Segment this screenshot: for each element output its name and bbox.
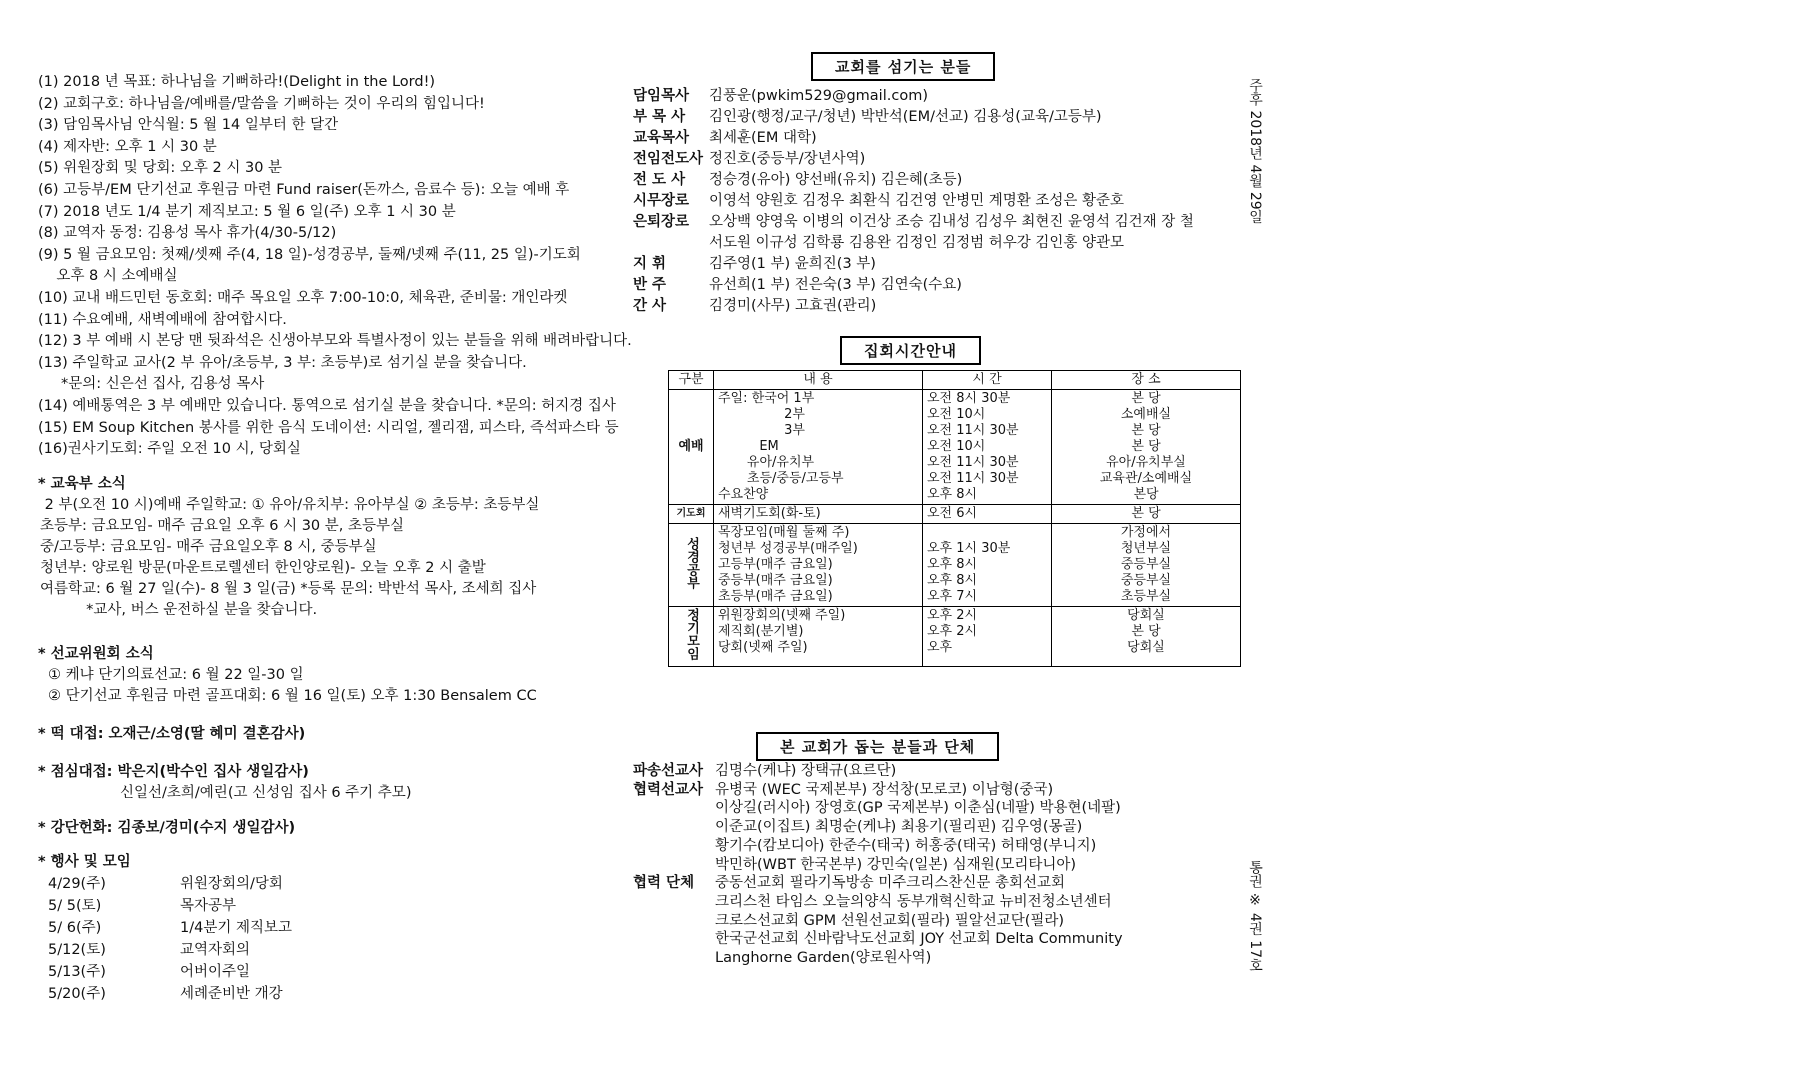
missionary-row	[633, 799, 1121, 818]
announcement-line: (8) 교역자 동정: 김용성 목사 휴가(4/30-5/12)	[38, 225, 337, 242]
schedule-content: 목장모임(매월 둘째 주) 청년부 성경공부(매주일) 고등부(매주 금요일) 중등부(매주 금요일) 초등부(매주 금요일)	[714, 524, 923, 607]
date-vertical: 주후 2018년 4월 29일	[1247, 78, 1263, 224]
lunch-line-1: * 점심대접: 박은지(박수인 집사 생일감사)	[38, 764, 309, 780]
event-name: 목자공부	[180, 898, 237, 914]
missions-news-line: ② 단기선교 후원금 마련 골프대회: 6 월 16 일(토) 오후 1:30 Bensalem CC	[48, 688, 537, 704]
event-date: 5/12(토)	[48, 942, 106, 958]
announcement-line: (1) 2018 년 목표: 하나님을 기뻐하라!(Delight in the Lord!)	[38, 74, 436, 90]
missionary-row	[633, 818, 1082, 837]
announcement-line: (6) 고등부/EM 단기선교 후원금 마련 Fund raiser(돈까스, 음료수 등): 오늘 예배 후	[38, 182, 570, 198]
missionary-text: 크로스선교회 GPM 선원선교회(필라) 필알선교단(필라)	[715, 912, 1065, 929]
announcement-line: (3) 담임목사님 안식월: 5 월 14 일부터 한 달간	[38, 117, 339, 134]
flowers-line: * 떡 대접: 오재근/소영(딸 혜미 결혼감사)	[38, 726, 306, 742]
staff-title: 교회를 섬기는 분들	[811, 52, 995, 81]
announcement-line: (15) EM Soup Kitchen 봉사를 위한 음식 도네이션: 시리얼, 젤리잼, 피스타, 즉석파스타 등	[38, 419, 619, 436]
schedule-time: 오전 6시	[923, 505, 1052, 524]
missionary-text: 한국군선교회 신바람낙도선교회 JOY 선교회 Delta Community	[715, 931, 1123, 948]
staff-row	[633, 86, 928, 106]
event-date: 5/20(주)	[48, 986, 106, 1002]
pulpit-line: * 강단헌화: 김종보/경미(수지 생일감사)	[38, 820, 296, 836]
staff-row	[633, 296, 876, 316]
staff-row	[633, 149, 865, 169]
schedule-row-worship	[669, 390, 1241, 505]
announcement-line: (7) 2018 년도 1/4 분기 제직보고: 5 월 6 일(주) 오후 1 시 30 분	[38, 203, 456, 220]
schedule-category: 예배	[669, 390, 714, 505]
staff-role: 전임전도사	[633, 151, 704, 167]
education-line: 중/고등부: 금요모임- 매주 금요일오후 8 시, 중등부실	[40, 539, 377, 555]
announcement-line: (11) 수요예배, 새벽예배에 참여합시다.	[38, 311, 287, 328]
staff-names: 유선희(1 부) 전은숙(3 부) 김연숙(수요)	[709, 277, 962, 293]
staff-names: 오상백 양영욱 이병의 이건상 조승 김내성 김성우 최현진 윤영석 김건재 장 철	[709, 214, 1194, 230]
schedule-category: 정기모임	[684, 608, 699, 660]
missionary-row	[633, 874, 1065, 893]
announcement-line: 오후 8 시 소예배실	[38, 268, 178, 285]
missionary-text: Langhorne Garden(양로원사역)	[715, 950, 932, 966]
missionaries-title: 본 교회가 돕는 분들과 단체	[756, 732, 999, 761]
missionary-row	[633, 837, 1096, 856]
schedule-title: 집회시간안내	[840, 336, 981, 365]
lunch-line-2: 신일선/초희/예린(고 신성임 집사 6 주기 추모)	[120, 785, 412, 801]
schedule-place: 본 당 소예배실 본 당 본 당 유아/유치부실 교육관/소예배실 본당	[1052, 390, 1241, 505]
staff-names: 정진호(중등부/장년사역)	[709, 151, 866, 167]
announcement-line: (16)권사기도회: 주일 오전 10 시, 당회실	[38, 441, 301, 458]
event-name: 교역자회의	[180, 942, 251, 958]
missionary-row	[633, 893, 1112, 912]
events-header: * 행사 및 모임	[38, 854, 131, 870]
missionary-row	[633, 781, 1053, 800]
event-name: 1/4분기 제직보고	[180, 920, 292, 936]
schedule-category-cell	[669, 607, 714, 667]
event-name: 세례준비반 개강	[180, 986, 283, 1002]
staff-row	[633, 128, 817, 148]
staff-row	[633, 170, 962, 190]
announcement-line: (5) 위원장회 및 당회: 오후 2 시 30 분	[38, 160, 283, 177]
staff-names: 김경미(사무) 고효권(관리)	[709, 298, 877, 314]
education-header: * 교육부 소식	[38, 476, 126, 492]
missionary-text: 유병국 (WEC 국제본부) 장석창(모로코) 이남형(중국)	[715, 781, 1054, 798]
missionary-row	[633, 856, 1076, 875]
education-line: 초등부: 금요모임- 매주 금요일 오후 6 시 30 분, 초등부실	[40, 518, 405, 534]
staff-names: 김인광(행정/교구/청년) 박반석(EM/선교) 김용성(교육/고등부)	[709, 109, 1102, 125]
missionary-row	[633, 762, 896, 781]
staff-names: 이영석 양원호 김정우 최환식 김건영 안병민 계명환 조성은 황준호	[709, 193, 1125, 209]
staff-names: 김주영(1 부) 윤희진(3 부)	[709, 256, 876, 272]
schedule-category: 성경공부	[684, 536, 699, 589]
schedule-table	[668, 370, 1241, 667]
announcement-line: (14) 예배통역은 3 부 예배만 있습니다. 통역으로 섬기실 분을 찾습니다. *문의: 허지경 집사	[38, 398, 616, 414]
missions-news-line: ① 케냐 단기의료선교: 6 월 22 일-30 일	[48, 667, 304, 683]
schedule-time: 오전 8시 30분 오전 10시 오전 11시 30분 오전 10시 오전 11시 30분 오전 11시 30분 오후 8시	[923, 390, 1052, 505]
missionary-row	[633, 930, 1123, 949]
schedule-place: 본 당	[1052, 505, 1241, 524]
missionary-text: 황기수(캄보디아) 한준수(태국) 허홍중(태국) 허태영(부니지)	[715, 837, 1097, 854]
education-line: 2 부(오전 10 시)예배 주일학교: ① 유아/유치부: 유아부실 ② 초등부: 초등부실	[40, 497, 540, 513]
staff-role: 담임목사	[633, 88, 690, 104]
missionary-text: 박민하(WBT 한국본부) 강민숙(일본) 심재원(모리타니아)	[715, 856, 1077, 873]
missionary-text: 김명수(케냐) 장택규(요르단)	[715, 763, 897, 779]
missions-news-header: * 선교위원회 소식	[38, 646, 154, 662]
schedule-content: 위원장회의(넷째 주일) 제직회(분기별) 당회(넷째 주일)	[714, 607, 923, 667]
schedule-content: 새벽기도회(화-토)	[714, 505, 923, 524]
staff-row	[633, 107, 1102, 127]
staff-role: 시무장로	[633, 193, 690, 209]
missionary-text: 크리스천 타임스 오늘의양식 동부개혁신학교 뉴비전청소년센터	[715, 893, 1112, 910]
staff-role: 부 목 사	[633, 109, 686, 125]
staff-row	[633, 212, 1194, 232]
missionary-role: 협력 단체	[633, 875, 695, 892]
schedule-time: 오후 1시 30분 오후 8시 오후 8시 오후 7시	[923, 524, 1052, 607]
staff-role: 지 휘	[633, 256, 667, 272]
schedule-header-row	[669, 371, 1241, 390]
missionary-text: 이상길(러시아) 장영호(GP 국제본부) 이춘심(네팔) 박용현(네팔)	[715, 800, 1121, 817]
missionary-row	[633, 912, 1064, 931]
schedule-header: 시 간	[923, 371, 1052, 390]
staff-role: 교육목사	[633, 130, 690, 146]
schedule-content: 주일: 한국어 1부 2부 3부 EM 유아/유치부 초등/중등/고등부 수요찬양	[714, 390, 923, 505]
education-line: 여름학교: 6 월 27 일(수)- 8 월 3 일(금) *등록 문의: 박반석 목사, 조세희 집사	[40, 581, 537, 597]
schedule-time: 오후 2시 오후 2시 오후	[923, 607, 1052, 667]
schedule-header: 장 소	[1052, 371, 1241, 390]
staff-names: 최세훈(EM 대학)	[709, 130, 817, 146]
staff-names: 서도원 이규성 김학룡 김용완 김정인 김정범 허우강 김인홍 양관모	[709, 235, 1125, 251]
schedule-place: 가정에서 청년부실 중등부실 중등부실 초등부실	[1052, 524, 1241, 607]
staff-role: 반 주	[633, 277, 667, 293]
missionary-row	[633, 949, 931, 968]
event-date: 5/ 5(토)	[48, 898, 102, 914]
event-date: 4/29(주)	[48, 876, 106, 892]
missionary-text: 중동선교회 필라기독방송 미주크리스찬신문 총회선교회	[715, 875, 1065, 892]
schedule-row-study	[669, 524, 1241, 607]
missionary-role: 협력선교사	[633, 781, 704, 798]
schedule-place: 당회실 본 당 당회실	[1052, 607, 1241, 667]
announcement-line: (2) 교회구호: 하나님을/예배를/말씀을 기뻐하는 것이 우리의 힘입니다!	[38, 95, 485, 112]
schedule-row-dawn	[669, 505, 1241, 524]
announcement-line: (10) 교내 배드민턴 동호회: 매주 목요일 오후 7:00-10:0, 체육관, 준비물: 개인라켓	[38, 290, 568, 306]
missionary-role: 파송선교사	[633, 763, 704, 779]
schedule-header: 내 용	[714, 371, 923, 390]
announcement-line: (13) 주일학교 교사(2 부 유아/초등부, 3 부: 초등부)로 섬기실 분을 찾습니다.	[38, 354, 527, 371]
schedule-header: 구분	[669, 371, 714, 390]
staff-row	[633, 233, 1124, 253]
announcement-line: *문의: 신은선 집사, 김용성 목사	[38, 376, 265, 393]
announcement-line: (9) 5 월 금요모임: 첫째/셋째 주(4, 18 일)-성경공부, 둘째/넷째 주(11, 25 일)-기도회	[38, 246, 581, 263]
staff-row	[633, 191, 1124, 211]
announcement-line: (4) 제자반: 오후 1 시 30 분	[38, 138, 217, 155]
staff-role: 간 사	[633, 298, 667, 314]
event-name: 위원장회의/당회	[180, 876, 283, 892]
staff-row	[633, 254, 876, 274]
schedule-row-meeting	[669, 607, 1241, 667]
event-date: 5/13(주)	[48, 964, 106, 980]
staff-row	[633, 275, 962, 295]
staff-role: 전 도 사	[633, 172, 686, 188]
event-date: 5/ 6(주)	[48, 920, 102, 936]
staff-names: 김풍운(pwkim529@gmail.com)	[709, 88, 928, 104]
staff-role: 은퇴장로	[633, 214, 690, 230]
schedule-category: 기도회	[669, 505, 714, 524]
education-line: *교사, 버스 운전하실 분을 찾습니다.	[40, 602, 318, 618]
volume-vertical: 통권 ※ 4권 17호	[1247, 860, 1263, 973]
schedule-category-cell	[669, 524, 714, 607]
announcement-line: (12) 3 부 예배 시 본당 맨 뒷좌석은 신생아부모와 특별사정이 있는 분들을 위해 배려바랍니다.	[38, 333, 632, 350]
staff-names: 정승경(유아) 양선배(유치) 김은혜(초등)	[709, 172, 963, 188]
event-name: 어버이주일	[180, 964, 251, 980]
missionary-text: 이준교(이집트) 최명순(케냐) 최용기(필리핀) 김우영(몽골)	[715, 819, 1083, 836]
education-line: 청년부: 양로원 방문(마운트로렐센터 한인양로원)- 오늘 오후 2 시 출발	[40, 560, 486, 576]
